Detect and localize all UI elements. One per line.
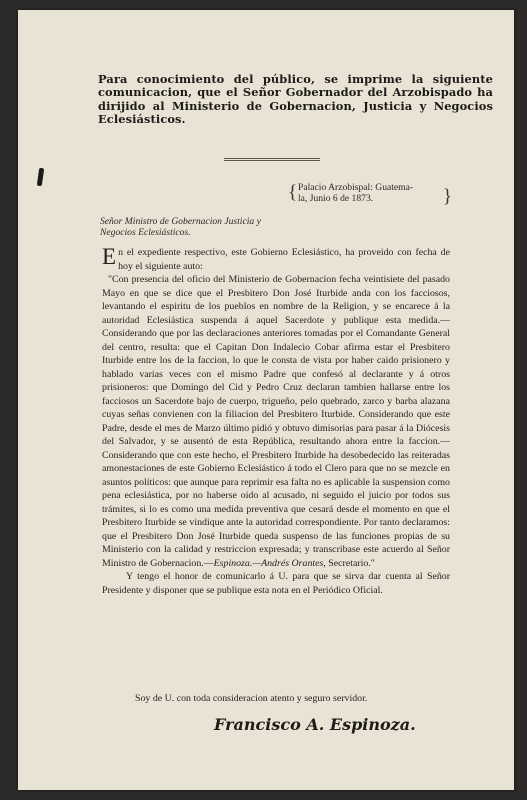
ink-mark bbox=[37, 168, 44, 187]
separator-rule bbox=[224, 158, 320, 161]
addressee-line-2: Negocios Eclesiásticos. bbox=[100, 227, 191, 239]
decree-signatories: Espinoza.—Andrés Orantes, bbox=[213, 557, 326, 569]
decree-end: Secretario." bbox=[325, 557, 375, 569]
decree-text: "Con presencia del oficio del Ministerio de Gobernacion fecha veintisiete del pasado Mayo en que se dice que el Presbitero Don José Iturbide anda con los facciosos, levantando el espiritu de los pueblos en nombre de la Religion, y se encarece á la autoridad Eclesiástica suspenda á aquel Sacerdote y publique esta medida.— Considerando que por las declaraciones anteriores tomadas por el Comandante General del centro, resulta: que el Capitan Don Indalecio Cobar afirma estar el Presbitero Iturbide entre los de la faccion, lo que le consta de vista por haber caido prisionero y hablado varias veces con el mismo Padre que confesó al declarante y á otros prisioneros: que Domingo del Cid y Pedro Cruz declaran tambien hallarse entre los facciosos un Sacerdote bajo de cuerpo, trigueño, pelo quebrado, zarco y barba alazana cuyas señas convienen con la filiacion del Presbitero Iturbide. Considerando que este Padre, desde el mes de Marzo último pidió y obtuvo dimisorias para pasar á la Diócesis del Salvador, y se ausentó de esta República, resultando ahora entre la faccion.—Considerando que con este hecho, el Presbitero Iturbide ha desobedecido las reiteradas amonestaciones de este Gobierno Eclesiástico á todo el Clero para que no se mezcle en asuntos políticos: que aunque para reprimir esa falta no es aplicable la suspension como pena eclesiástica, por no haberse oido al acusado, ni seguido el juicio por todos sus trámites, si lo es como una medida preventiva que cesará desde el momento en que el Presbitero Iturbide se vindique ante la autoridad correspondiente. Por tanto declaramos: que el Presbitero Don José Iturbide queda suspenso de las funciones propias de su Ministerio con la calidad y restriccion expresada; y transcribase este acuerdo al Señor Ministro de Gobernacion.— bbox=[102, 274, 450, 569]
body-paragraph-3: Y tengo el honor de comunicarlo á U. para que se sirva dar cuenta al Señor Presidente y disponer que se publique esta nota en el Periódico Oficial. bbox=[102, 571, 450, 596]
body-paragraph-1: En el expediente respectivo, este Gobierno Eclesiástico, ha proveido con fecha de hoy el siguiente auto: bbox=[102, 244, 450, 272]
left-brace: { bbox=[288, 182, 298, 203]
addressee bbox=[100, 216, 340, 239]
signature: Francisco A. Espinoza. bbox=[214, 715, 416, 734]
dateline bbox=[288, 182, 452, 207]
document-page bbox=[18, 10, 514, 790]
document-heading: Para conocimiento del público, se imprime la siguiente comunicacion, que el Señor Gobernador del Arzobispado ha dirijido al Ministerio de Gobernacion, Justicia y Negocios Eclesiásticos. bbox=[98, 72, 493, 127]
body-paragraph-2 bbox=[102, 273, 450, 570]
letter-body bbox=[102, 246, 450, 597]
closing-line: Soy de U. con toda consideracion atento y seguro servidor. bbox=[135, 693, 368, 704]
dateline-line-1: Palacio Arzobispal: Guatema- bbox=[298, 182, 414, 193]
dateline-line-2: la, Junio 6 de 1873. bbox=[298, 193, 374, 204]
addressee-line-1: Señor Ministro de Gobernacion Justicia y bbox=[100, 216, 261, 227]
right-brace: } bbox=[442, 186, 452, 207]
